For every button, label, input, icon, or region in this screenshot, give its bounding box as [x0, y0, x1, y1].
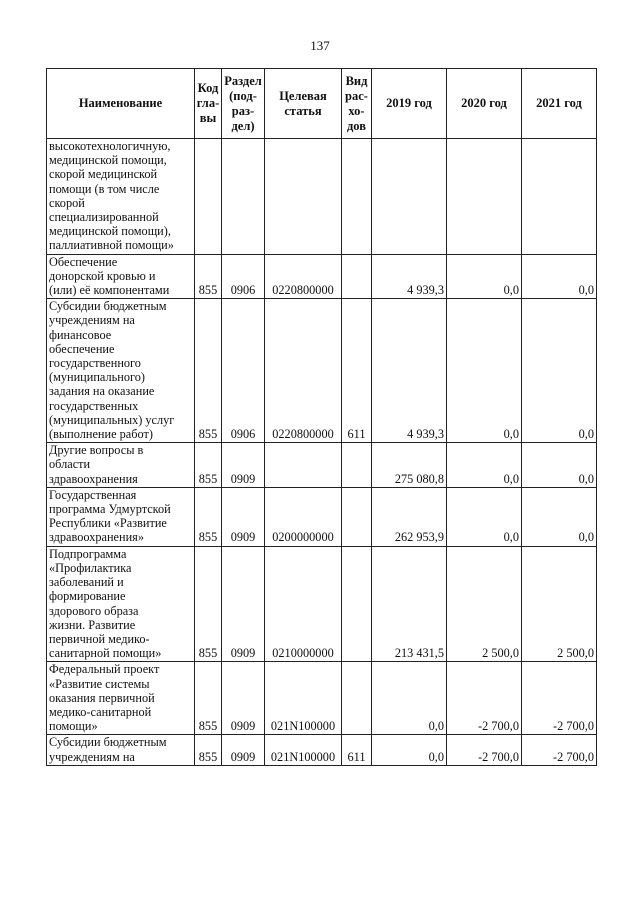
- row-name: Субсидии бюджетным учреждениям на: [47, 735, 195, 765]
- row-2020: -2 700,0: [447, 662, 522, 735]
- row-target: 0220800000: [265, 254, 342, 299]
- row-expense: [342, 254, 372, 299]
- row-2019: [372, 139, 447, 255]
- header-2021: 2021 год: [522, 69, 597, 139]
- header-chapter-code: Код гла- вы: [195, 69, 222, 139]
- row-section: 0906: [222, 254, 265, 299]
- row-expense: [342, 662, 372, 735]
- row-expense: [342, 139, 372, 255]
- row-2019: 275 080,8: [372, 443, 447, 488]
- row-target: [265, 443, 342, 488]
- row-chapter: 855: [195, 487, 222, 546]
- row-2021: 0,0: [522, 443, 597, 488]
- row-2019: 262 953,9: [372, 487, 447, 546]
- table-row: [47, 546, 597, 662]
- row-2020: 0,0: [447, 443, 522, 488]
- row-2019: 4 939,3: [372, 299, 447, 443]
- row-2021: 0,0: [522, 487, 597, 546]
- row-chapter: 855: [195, 735, 222, 765]
- row-section: 0909: [222, 662, 265, 735]
- row-target: [265, 139, 342, 255]
- row-chapter: 855: [195, 662, 222, 735]
- header-2019: 2019 год: [372, 69, 447, 139]
- row-2020: [447, 139, 522, 255]
- row-chapter: 855: [195, 254, 222, 299]
- row-2020: 2 500,0: [447, 546, 522, 662]
- row-chapter: 855: [195, 443, 222, 488]
- row-target: 0200000000: [265, 487, 342, 546]
- header-expense-type: Вид рас- хо- дов: [342, 69, 372, 139]
- table-row: [47, 254, 597, 299]
- row-expense: 611: [342, 735, 372, 765]
- table-row: [47, 443, 597, 488]
- row-target: 0210000000: [265, 546, 342, 662]
- row-name: высокотехнологичную, медицинской помощи, скорой медицинской помощи (в том числе скорой специализированной медицинской помощи), паллиативной помощи»: [47, 139, 195, 255]
- table-row: [47, 662, 597, 735]
- row-2021: [522, 139, 597, 255]
- row-2019: 4 939,3: [372, 254, 447, 299]
- row-expense: [342, 546, 372, 662]
- row-section: 0906: [222, 299, 265, 443]
- row-expense: [342, 487, 372, 546]
- header-target-article: Целевая статья: [265, 69, 342, 139]
- table-row: [47, 735, 597, 765]
- row-2020: 0,0: [447, 487, 522, 546]
- row-2021: 2 500,0: [522, 546, 597, 662]
- row-target: 0220800000: [265, 299, 342, 443]
- row-section: 0909: [222, 443, 265, 488]
- table-row: [47, 299, 597, 443]
- row-2020: -2 700,0: [447, 735, 522, 765]
- row-2021: -2 700,0: [522, 735, 597, 765]
- row-2021: -2 700,0: [522, 662, 597, 735]
- budget-table: [46, 68, 597, 766]
- row-name: Федеральный проект «Развитие системы оказания первичной медико-санитарной помощи»: [47, 662, 195, 735]
- header-2020: 2020 год: [447, 69, 522, 139]
- row-section: 0909: [222, 546, 265, 662]
- row-section: 0909: [222, 735, 265, 765]
- row-2020: 0,0: [447, 299, 522, 443]
- row-section: 0909: [222, 487, 265, 546]
- row-2021: 0,0: [522, 254, 597, 299]
- row-2019: 0,0: [372, 662, 447, 735]
- page-number: 137: [310, 38, 330, 53]
- row-chapter: [195, 139, 222, 255]
- row-2020: 0,0: [447, 254, 522, 299]
- row-2019: 0,0: [372, 735, 447, 765]
- row-2019: 213 431,5: [372, 546, 447, 662]
- row-name: Обеспечение донорской кровью и (или) её компонентами: [47, 254, 195, 299]
- row-chapter: 855: [195, 299, 222, 443]
- row-name: Субсидии бюджетным учреждениям на финансовое обеспечение государственного (муниципального) задания на оказание государственных (муниципальных) услуг (выполнение работ): [47, 299, 195, 443]
- row-chapter: 855: [195, 546, 222, 662]
- table-row: [47, 487, 597, 546]
- header-section: Раздел (под- раз- дел): [222, 69, 265, 139]
- row-target: 021N100000: [265, 735, 342, 765]
- row-2021: 0,0: [522, 299, 597, 443]
- row-name: Государственная программа Удмуртской Республики «Развитие здравоохранения»: [47, 487, 195, 546]
- row-expense: 611: [342, 299, 372, 443]
- row-target: 021N100000: [265, 662, 342, 735]
- table-row: [47, 139, 597, 255]
- row-section: [222, 139, 265, 255]
- row-name: Подпрограмма «Профилактика заболеваний и формирование здорового образа жизни. Развитие первичной медико- санитарной помощи»: [47, 546, 195, 662]
- row-expense: [342, 443, 372, 488]
- header-row: [47, 69, 597, 139]
- header-name: Наименование: [47, 69, 195, 139]
- row-name: Другие вопросы в области здравоохранения: [47, 443, 195, 488]
